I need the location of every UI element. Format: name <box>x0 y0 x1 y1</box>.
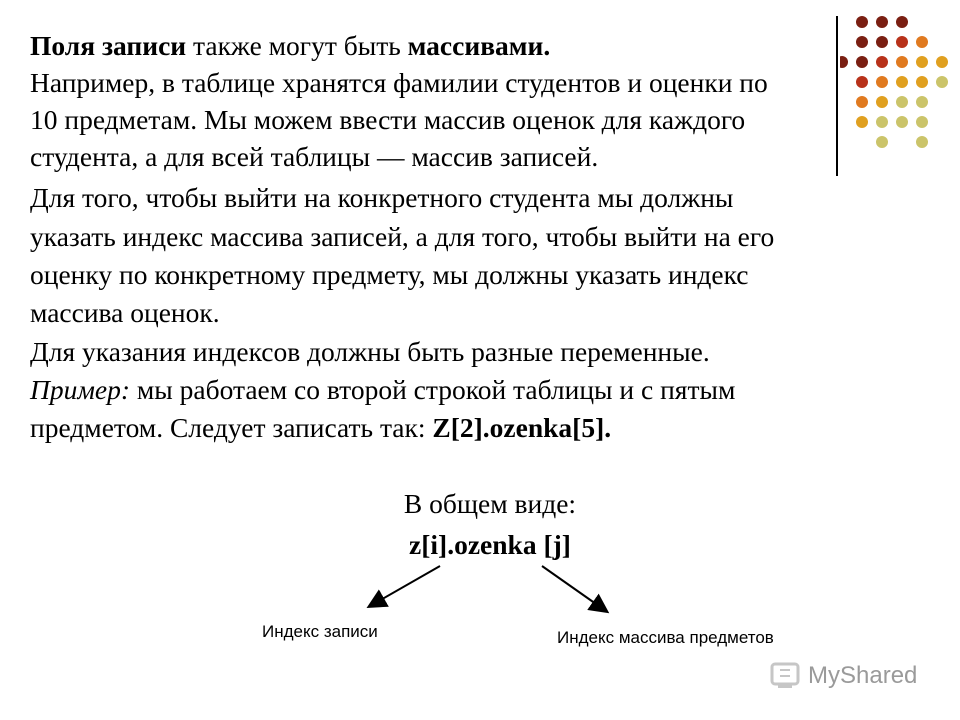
record-index-label: Индекс записи <box>262 622 378 641</box>
subject-array-index-label: Индекс массива предметов <box>557 628 774 647</box>
term-record-fields: Поля записи <box>30 30 187 61</box>
text-line-5: Для того, чтобы выйти на конкретного студента мы должны <box>30 182 734 213</box>
text-line-9: Для указания индексов должны быть разные переменные. <box>30 336 710 367</box>
watermark-text: MyShared <box>808 662 918 689</box>
text-line-11 <box>30 410 611 446</box>
text-line-6: указать индекс массива записей, а для того, чтобы выйти на его <box>30 221 775 252</box>
text-fragment: также могут быть <box>186 30 408 61</box>
text-line-3: 10 предметам. Мы можем ввести массив оценок для каждого <box>30 104 746 135</box>
text-line-10 <box>30 372 735 408</box>
text-line-7: оценку по конкретному предмету, мы должны указать индекс <box>30 259 749 290</box>
arrow-right <box>542 566 606 611</box>
text-fragment: предметом. Следует записать так: <box>30 412 433 443</box>
text-fragment: мы работаем со второй строкой таблицы и с пятым <box>130 374 736 405</box>
decorative-dot-grid <box>840 8 950 158</box>
text-line-8: массива оценок. <box>30 297 220 328</box>
term-arrays: массивами. <box>407 30 551 61</box>
text-line-2: Например, в таблице хранятся фамилии студентов и оценки по <box>30 67 768 98</box>
arrow-left <box>370 566 440 606</box>
code-example: Z[2].ozenka[5]. <box>432 412 612 443</box>
example-label: Пример: <box>30 374 131 405</box>
vertical-divider <box>836 16 838 176</box>
text-line-4: студента, а для всей таблицы — массив записей. <box>30 141 599 172</box>
general-form-title: В общем виде: <box>403 488 577 519</box>
text-line-1 <box>30 28 550 64</box>
general-form-expression: z[i].ozenka [j] <box>409 529 571 560</box>
